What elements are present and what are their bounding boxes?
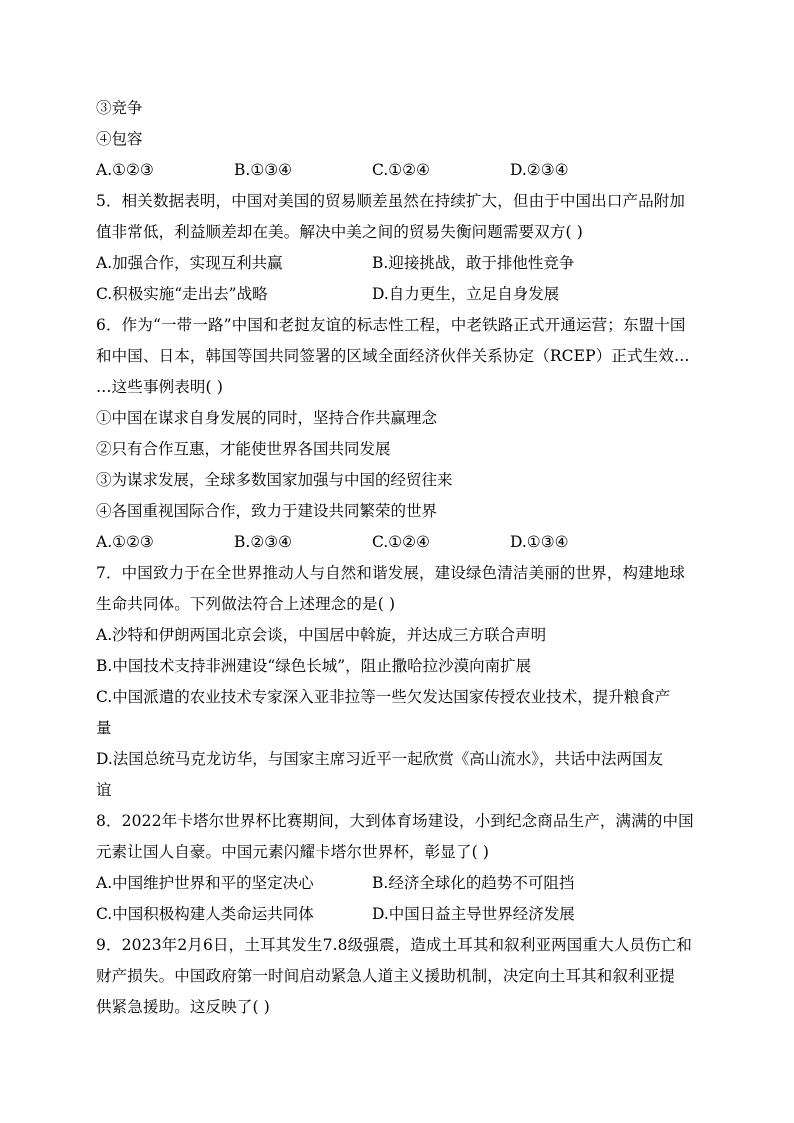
q7-option-d-cont: 谊	[96, 781, 112, 799]
q9-line-2: 财产损失。中国政府第一时间启动紧急人道主义援助机制，决定向土耳其和叙利亚提	[96, 967, 676, 985]
q8-option-b: B.经济全球化的趋势不可阻挡	[372, 874, 575, 892]
option-c: C.①②④	[372, 161, 430, 179]
q8-line-2: 元素让国人自豪。中国元素闪耀卡塔尔世界杯，彰显了( )	[96, 843, 490, 861]
q5-options-row-1	[96, 248, 706, 279]
q9-line-3: 供紧急援助。这反映了( )	[96, 998, 270, 1016]
q7-option-a: A.沙特和伊朗两国北京会谈，中国居中斡旋，并达成三方联合声明	[96, 626, 547, 644]
option-d: D.②③④	[510, 161, 569, 179]
q5-option-c: C.积极实施“走出去”战略	[96, 285, 268, 303]
q6-option-d: D.①③④	[510, 533, 569, 551]
q9-line-1: 9．2023年2月6日，土耳其发生7.8级强震，造成土耳其和叙利亚两国重大人员伤亡和	[96, 936, 692, 954]
q6-statement-4: ④各国重视国际合作，致力于建设共同繁荣的世界	[96, 502, 438, 520]
option-b: B.①③④	[234, 161, 293, 179]
q8-options-row-1	[96, 868, 706, 899]
q8-option-a: A.中国维护世界和平的坚定决心	[96, 874, 314, 892]
q6-option-b: B.②③④	[234, 533, 293, 551]
option-a: A.①②③	[96, 161, 154, 179]
q7-line-1: 7．中国致力于在全世界推动人与自然和谐发展，建设绿色清洁美丽的世界，构建地球	[96, 564, 686, 582]
q6-statement-1: ①中国在谋求自身发展的同时，坚持合作共赢理念	[96, 409, 438, 427]
statement-3: ③竞争	[96, 99, 143, 117]
q7-line-2: 生命共同体。下列做法符合上述理念的是( )	[96, 595, 396, 613]
q7-option-d: D.法国总统马克龙访华，与国家主席习近平一起欣赏《高山流水》，共话中法两国友	[96, 750, 664, 768]
q6-line-2: 和中国、日本，韩国等国共同签署的区域全面经济伙伴关系协定（RCEP）正式生效…	[96, 347, 690, 365]
q8-line-1: 8．2022年卡塔尔世界杯比赛期间，大到体育场建设，小到纪念商品生产，满满的中国	[96, 812, 694, 830]
q8-options-row-2	[96, 899, 706, 930]
q6-options	[96, 527, 706, 558]
q5-options-row-2	[96, 279, 706, 310]
q5-line-1: 5．相关数据表明，中国对美国的贸易顺差虽然在持续扩大，但由于中国出口产品附加	[96, 192, 686, 210]
q5-line-2: 值非常低，利益顺差却在美。解决中美之间的贸易失衡问题需要双方( )	[96, 223, 583, 241]
q6-line-3: …这些事例表明( )	[96, 378, 224, 396]
q7-option-c: C.中国派遣的农业技术专家深入亚非拉等一些欠发达国家传授农业技术，提升粮食产	[96, 688, 671, 706]
q6-line-1: 6．作为“一带一路”中国和老挝友谊的标志性工程，中老铁路正式开通运营；东盟十国	[96, 316, 686, 334]
q5-option-b: B.迎接挑战，敢于排他性竞争	[372, 254, 575, 272]
q8-option-d: D.中国日益主导世界经济发展	[372, 905, 575, 923]
q6-statement-3: ③为谋求发展，全球多数国家加强与中国的经贸往来	[96, 471, 453, 489]
q5-option-d: D.自力更生，立足自身发展	[372, 285, 560, 303]
q5-option-a: A.加强合作，实现互利共赢	[96, 254, 283, 272]
page-content	[96, 93, 706, 1023]
q6-option-a: A.①②③	[96, 533, 154, 551]
prev-options	[96, 155, 706, 186]
statement-4: ④包容	[96, 130, 143, 148]
q7-option-b: B.中国技术支持非洲建设“绿色长城”，阻止撒哈拉沙漠向南扩展	[96, 657, 532, 675]
q8-option-c: C.中国积极构建人类命运共同体	[96, 905, 314, 923]
q6-statement-2: ②只有合作互惠，才能使世界各国共同发展	[96, 440, 391, 458]
q6-option-c: C.①②④	[372, 533, 430, 551]
q7-option-c-cont: 量	[96, 719, 112, 737]
